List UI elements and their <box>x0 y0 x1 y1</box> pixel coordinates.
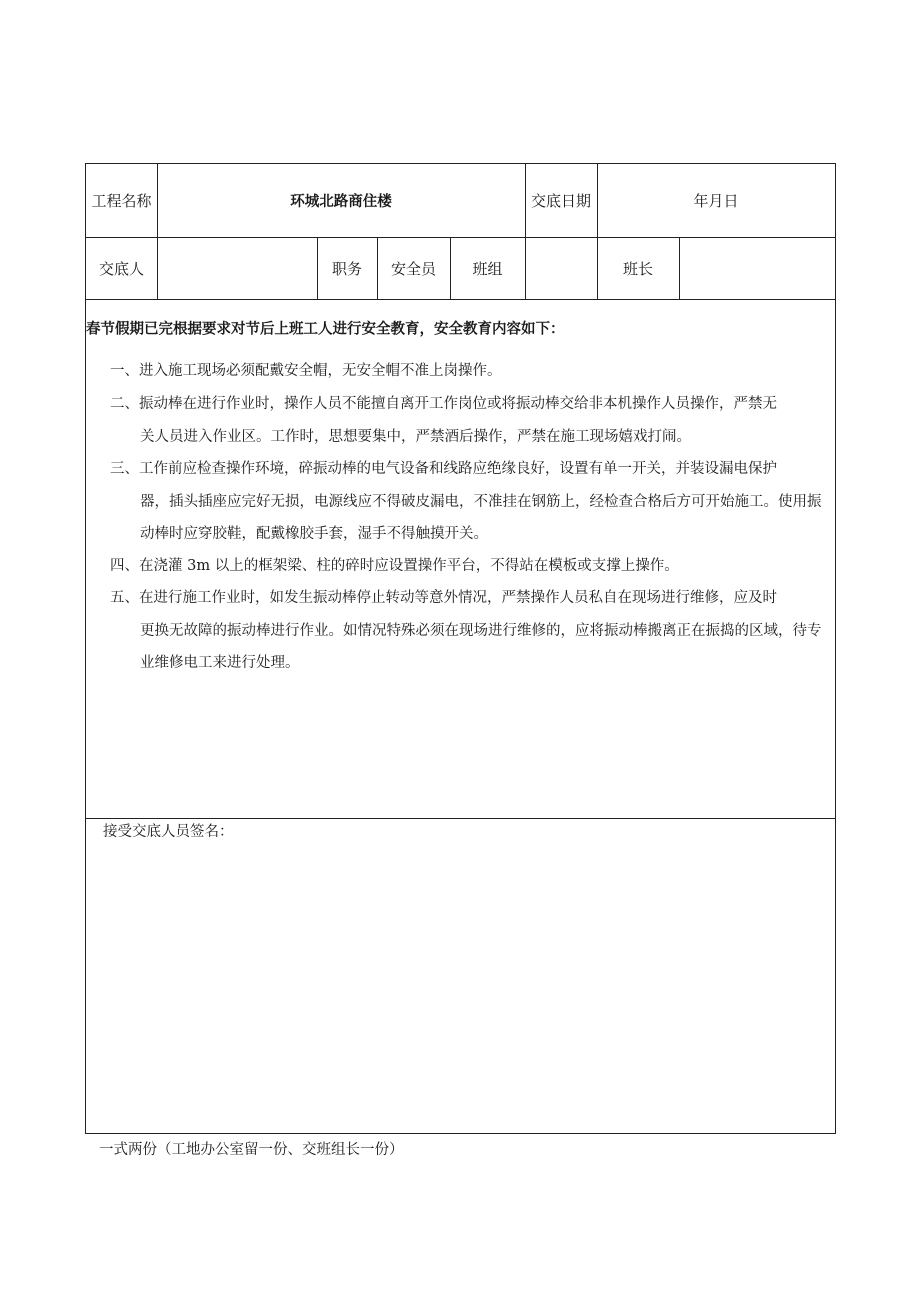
content-intro: 春节假期已完根据要求对节后上班工人进行安全教育，安全教育内容如下： <box>86 321 565 338</box>
date-label: 交底日期 <box>530 192 591 210</box>
position-label: 职务 <box>331 259 362 278</box>
item-continuation: 更换无故障的振动棒进行作业。如情况特殊必须在现场进行维修的，应将振动棒搬离正在振捣的区域，待专业维修电工来进行处理。 <box>140 622 822 671</box>
row-divider <box>86 818 835 819</box>
item-text: 三、工作前应检查操作环境，碎振动棒的电气设备和线路应绝缘良好，设置有单一开关，并装设漏电保护 <box>110 461 777 477</box>
list-item <box>110 388 834 453</box>
project-label: 工程名称 <box>91 192 152 210</box>
list-item <box>110 355 834 388</box>
item-text: 一、进入施工现场必须配戴安全帽，无安全帽不准上岗操作。 <box>110 363 502 379</box>
item-continuation: 器，插头插座应完好无损，电源线应不得破皮漏电，不准挂在钢筋上，经检查合格后方可开始施工。使用振动棒时应穿胶鞋，配戴橡胶手套，湿手不得触摸开关。 <box>140 493 822 542</box>
list-item <box>110 582 834 680</box>
footer-note: 一式两份（工地办公室留一份、交班组长一份） <box>99 1142 404 1158</box>
item-text: 五、在进行施工作业时，如发生振动棒停止转动等意外情况，严禁操作人员私自在现场进行维修，应及时 <box>110 590 777 606</box>
list-item <box>110 453 834 551</box>
row-divider <box>86 299 835 300</box>
item-continuation: 关人员进入作业区。工作时，思想要集中，严禁酒后操作，严禁在施工现场嬉戏打闹。 <box>140 428 691 445</box>
project-name: 环城北路商住楼 <box>290 194 392 210</box>
leader-value <box>679 237 835 299</box>
disclosure-form <box>85 163 836 1134</box>
leader-label: 班长 <box>622 259 653 278</box>
position-value: 安全员 <box>390 259 436 278</box>
item-text: 二、振动棒在进行作业时，操作人员不能擅自离开工作岗位或将振动棒交给非本机操作人员操作，严禁无 <box>110 396 777 412</box>
list-item <box>110 550 834 583</box>
item-text: 四、在浇灌 3m 以上的框架梁、柱的碎时应设置操作平台，不得站在模板或支撑上操作。 <box>110 558 679 574</box>
signature-label: 接受交底人员签名： <box>103 824 234 840</box>
presenter-label: 交底人 <box>98 259 144 278</box>
team-value <box>525 237 597 299</box>
date-value: 年月日 <box>693 192 739 210</box>
team-label: 班组 <box>472 259 503 278</box>
presenter-value <box>157 237 317 299</box>
